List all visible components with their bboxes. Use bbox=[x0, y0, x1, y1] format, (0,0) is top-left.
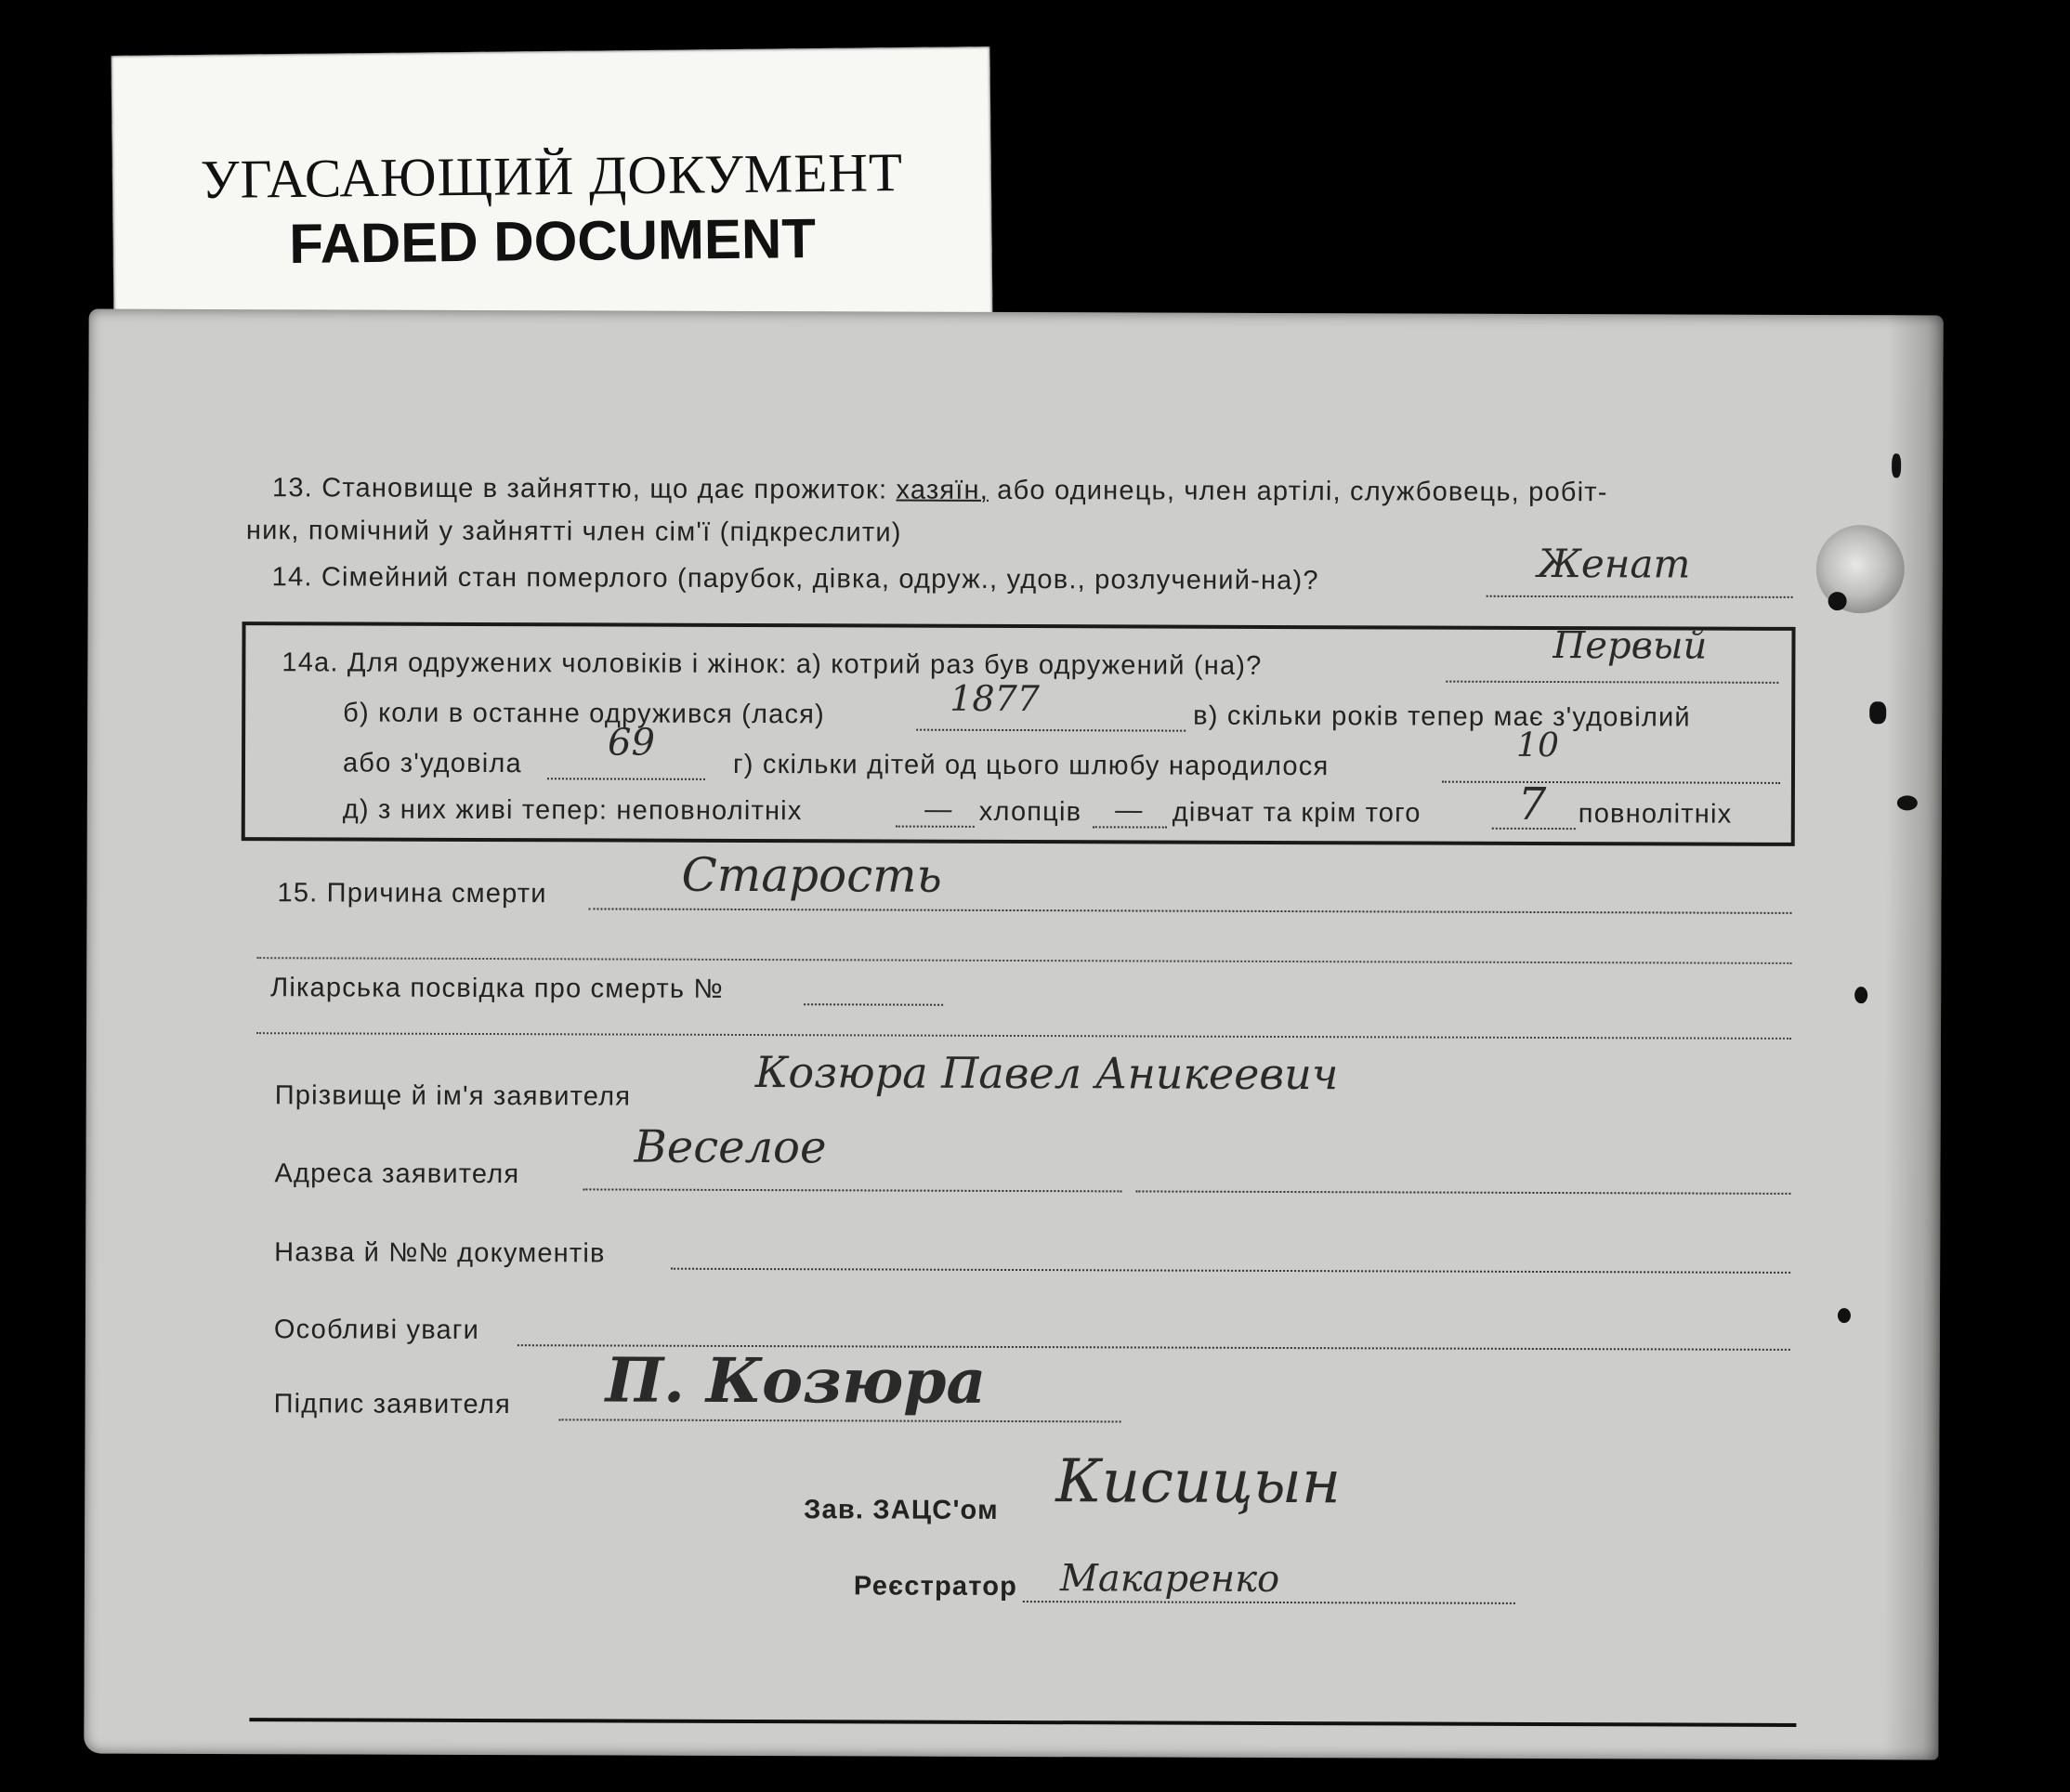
minor-girls-value: — bbox=[1113, 791, 1144, 828]
registrar-label: Реєстратор bbox=[853, 1571, 1018, 1602]
applicant-signature: П. Козюра bbox=[605, 1343, 987, 1418]
item-14a-line-4-b: хлопців bbox=[978, 796, 1082, 828]
minor-boys-value: — bbox=[923, 791, 953, 827]
item-14a-line-3-left: або з'удовіла bbox=[342, 748, 522, 779]
registrar-signature: Макаренко bbox=[1059, 1557, 1280, 1602]
children-born-value: 10 bbox=[1516, 726, 1559, 765]
documents-blank bbox=[671, 1268, 1790, 1274]
cause-of-death-blank-line-2 bbox=[256, 957, 1791, 964]
item-14a-line-3-right: г) скільки дітей од цього шлюбу народилося bbox=[732, 749, 1330, 782]
section-divider bbox=[256, 1032, 1791, 1040]
applicant-address-blank-2 bbox=[1135, 1190, 1790, 1194]
label-english-title: FADED DOCUMENT bbox=[288, 207, 817, 275]
item-14a-line-1: 14а. Для одружених чоловіків і жінок: а) котрий раз був одружений (на)? bbox=[282, 647, 1263, 681]
dark-spot bbox=[1854, 987, 1867, 1003]
adults-value: 7 bbox=[1517, 778, 1547, 831]
item-13-rest: або одинець, член артілі, службовець, робіт- bbox=[988, 475, 1608, 508]
item-14-handwritten-value: Женат bbox=[1537, 540, 1691, 587]
form-sheet bbox=[84, 309, 1943, 1760]
medical-certificate-label: Лікарська посвідка про смерть № bbox=[270, 973, 724, 1004]
sheet-edge-shadow bbox=[1882, 315, 1943, 1759]
item-14a-line-4-d: повнолітніх bbox=[1578, 799, 1733, 830]
dark-spot bbox=[1838, 1308, 1851, 1323]
item-14-blank bbox=[1487, 595, 1793, 598]
marriage-year-value: 1877 bbox=[950, 677, 1041, 720]
applicant-address-value: Веселое bbox=[634, 1120, 827, 1174]
item-13-line-2: ник, помічний у зайнятті член сім'ї (підкреслити) bbox=[245, 516, 902, 548]
dark-spot bbox=[1828, 592, 1847, 610]
notes-label: Особливі уваги bbox=[273, 1315, 480, 1345]
bottom-rule bbox=[249, 1718, 1796, 1727]
registrar-blank bbox=[1023, 1601, 1515, 1604]
marriage-count-value: Первый bbox=[1552, 624, 1708, 668]
item-13-prefix: 13. Становище в зайняттю, що дає прожиток: bbox=[271, 473, 897, 505]
medical-certificate-blank bbox=[804, 1003, 943, 1006]
item-14a-line-2-left: б) коли в останне одружився (лася) bbox=[343, 698, 826, 730]
item-15-label: 15. Причина смерти bbox=[277, 878, 547, 909]
documents-label: Назва й №№ документів bbox=[274, 1237, 606, 1269]
head-signature: Кисицын bbox=[1055, 1447, 1342, 1518]
dark-spot bbox=[1869, 701, 1886, 724]
label-russian-title: УГАСАЮЩИЙ ДОКУМЕНТ bbox=[200, 141, 904, 210]
item-14a-line-2-right: в) скільки років тепер має з'удовілий bbox=[1193, 700, 1691, 733]
item-14-label: 14. Сімейний стан померлого (парубок, дівка, одруж., удов., розлучений-на)? bbox=[271, 562, 1319, 596]
age-widowed-value: 69 bbox=[608, 721, 656, 765]
dark-spot bbox=[1897, 795, 1918, 810]
item-13-line-1 bbox=[272, 473, 1608, 508]
item-14a-line-4-a: д) з них живі тепер: неповнолітніх bbox=[342, 794, 803, 827]
cause-of-death-value: Старость bbox=[681, 847, 942, 903]
faded-document-label bbox=[111, 46, 992, 330]
signature-label: Підпис заявителя bbox=[273, 1389, 512, 1420]
applicant-name-value: Козюра Павел Аникеевич bbox=[754, 1047, 1339, 1100]
item-14a-line-4-c: дівчат та крім того bbox=[1172, 797, 1421, 829]
head-label: Зав. ЗАЦС'ом bbox=[804, 1495, 999, 1525]
item-13-underlined-choice: хазяїн, bbox=[896, 475, 989, 505]
applicant-name-label: Прізвище й ім'я заявителя bbox=[274, 1080, 632, 1112]
signature-blank bbox=[559, 1419, 1121, 1422]
dark-spot bbox=[1892, 453, 1901, 477]
applicant-address-label: Адреса заявителя bbox=[274, 1158, 520, 1190]
applicant-address-blank bbox=[583, 1188, 1121, 1192]
cause-of-death-blank bbox=[588, 908, 1791, 914]
